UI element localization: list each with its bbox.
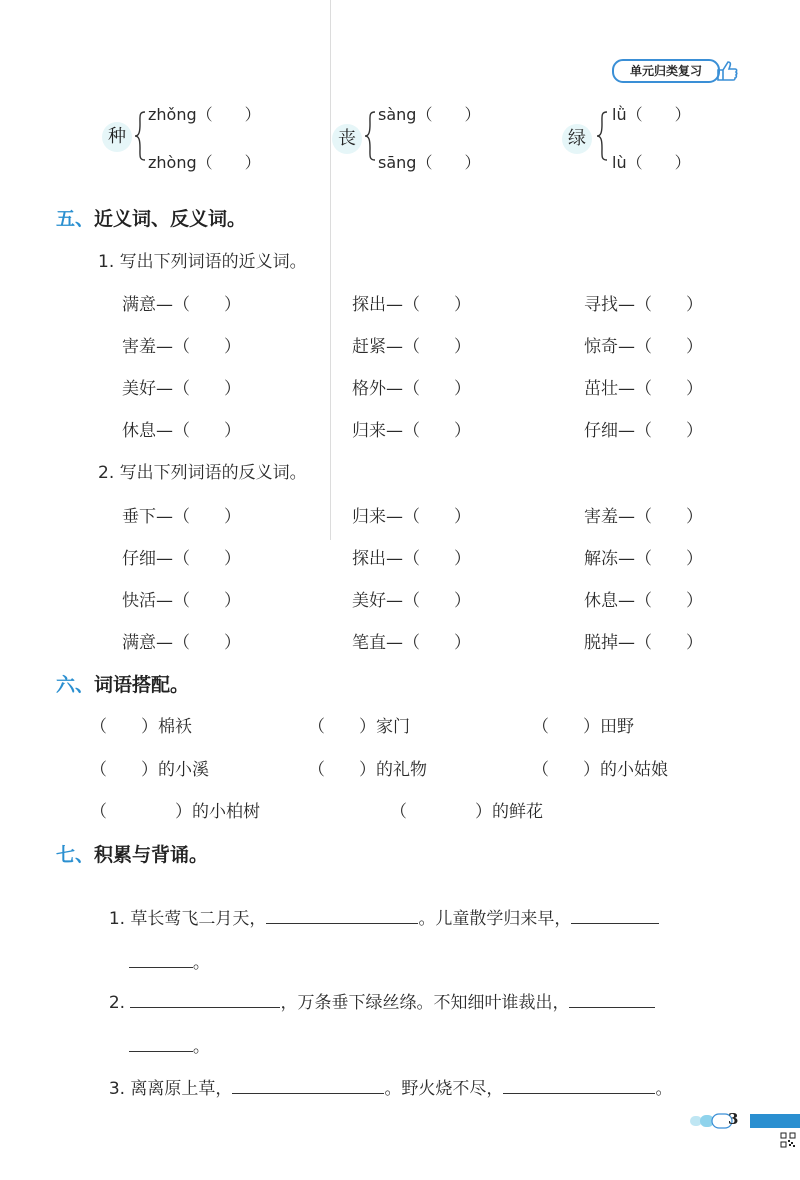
poem-text: 。野火烧不尽，	[384, 1079, 504, 1099]
section-heading: 词语搭配。	[94, 674, 190, 696]
antonym-item: 休息—（ ）	[584, 591, 703, 611]
poem-text: ，万条垂下绿丝绦。不知细叶谁裁出，	[280, 993, 570, 1013]
brace-icon	[134, 110, 146, 162]
pinyin-answer: zhǒng（ ）	[148, 105, 261, 124]
section-number: 五、	[56, 208, 95, 230]
synonym-item: 寻找—（ ）	[584, 295, 703, 315]
pinyin-answer: lù（ ）	[612, 153, 691, 172]
pinyin-answer: lǜ（ ）	[612, 105, 691, 124]
synonym-item: 害羞—（ ）	[122, 337, 241, 357]
collocation-item: （ ）田野	[532, 717, 634, 737]
antonym-item: 害羞—（ ）	[584, 507, 703, 527]
collocation-item: （ ）的小溪	[90, 760, 209, 780]
collocation-item: （ ）棉袄	[90, 717, 192, 737]
poem-text: 。	[655, 1079, 673, 1099]
section-heading: 积累与背诵。	[94, 844, 209, 866]
poem-text: 。	[192, 953, 210, 973]
poem-line-3	[98, 1054, 672, 1099]
answer-blank[interactable]	[129, 1050, 193, 1052]
synonym-item: 茁壮—（ ）	[584, 379, 703, 399]
synonym-item: 美好—（ ）	[122, 379, 241, 399]
collocation-item: （ ）家门	[308, 717, 410, 737]
answer-blank[interactable]	[130, 1006, 280, 1008]
section-number: 六、	[56, 674, 95, 696]
synonym-item: 惊奇—（ ）	[584, 337, 703, 357]
poem-text: 1. 草长莺飞二月天，	[108, 909, 267, 929]
synonym-item: 归来—（ ）	[352, 421, 471, 441]
poem-text: 3. 离离原上草，	[108, 1079, 233, 1099]
section-7-title	[56, 840, 208, 867]
section-5-title	[56, 204, 246, 231]
synonym-item: 格外—（ ）	[352, 379, 471, 399]
antonym-item: 仔细—（ ）	[122, 549, 241, 569]
section-number: 七、	[56, 844, 95, 866]
section-6-title	[56, 670, 189, 697]
antonym-item: 归来—（ ）	[352, 507, 471, 527]
poem-line-1-cont	[118, 928, 210, 973]
pinyin-answer: zhòng（ ）	[148, 153, 261, 172]
poem-text: 。儿童散学归来早，	[418, 909, 572, 929]
answer-blank[interactable]	[569, 1006, 655, 1008]
polyphone-char-sang: 丧	[332, 124, 362, 154]
pinyin-answer: sàng（ ）	[378, 105, 481, 124]
antonym-item: 笔直—（ ）	[352, 633, 471, 653]
collocation-item: （ ）的礼物	[308, 760, 427, 780]
synonym-item: 探出—（ ）	[352, 295, 471, 315]
synonym-item: 满意—（ ）	[122, 295, 241, 315]
polyphone-char-lv: 绿	[562, 124, 592, 154]
page-number: 3	[728, 1110, 739, 1128]
pinyin-answer: sāng（ ）	[378, 153, 481, 172]
polyphone-char-zhong: 种	[102, 122, 132, 152]
antonym-question: 2. 写出下列词语的反义词。	[98, 463, 307, 483]
antonym-item: 解冻—（ ）	[584, 549, 703, 569]
antonym-item: 快活—（ ）	[122, 591, 241, 611]
collocation-item: （ ）的小柏树	[90, 802, 260, 822]
answer-blank[interactable]	[232, 1092, 384, 1094]
antonym-item: 脱掉—（ ）	[584, 633, 703, 653]
answer-blank[interactable]	[571, 922, 659, 924]
antonym-item: 探出—（ ）	[352, 549, 471, 569]
synonym-item: 赶紧—（ ）	[352, 337, 471, 357]
synonym-item: 仔细—（ ）	[584, 421, 703, 441]
answer-blank[interactable]	[266, 922, 418, 924]
answer-blank[interactable]	[503, 1092, 655, 1094]
poem-line-2-cont	[118, 1012, 210, 1057]
poem-line-2	[98, 968, 655, 1013]
collocation-item: （ ）的小姑娘	[532, 760, 668, 780]
poem-text: 2.	[108, 993, 126, 1013]
synonym-item: 休息—（ ）	[122, 421, 241, 441]
poem-text: 。	[192, 1037, 210, 1057]
page-tab-decoration	[690, 1112, 800, 1130]
collocation-item: （ ）的鲜花	[390, 802, 543, 822]
page-fold-line	[330, 0, 331, 540]
section-heading: 近义词、反义词。	[94, 208, 247, 230]
brace-icon	[596, 110, 608, 162]
thumbs-up-icon	[714, 58, 740, 84]
poem-line-1	[98, 884, 659, 929]
antonym-item: 满意—（ ）	[122, 633, 241, 653]
brace-icon	[364, 110, 376, 162]
antonym-item: 美好—（ ）	[352, 591, 471, 611]
unit-review-badge: 单元归类复习	[612, 59, 720, 83]
synonym-question: 1. 写出下列词语的近义词。	[98, 252, 307, 272]
qr-code-icon	[780, 1132, 796, 1148]
antonym-item: 垂下—（ ）	[122, 507, 241, 527]
